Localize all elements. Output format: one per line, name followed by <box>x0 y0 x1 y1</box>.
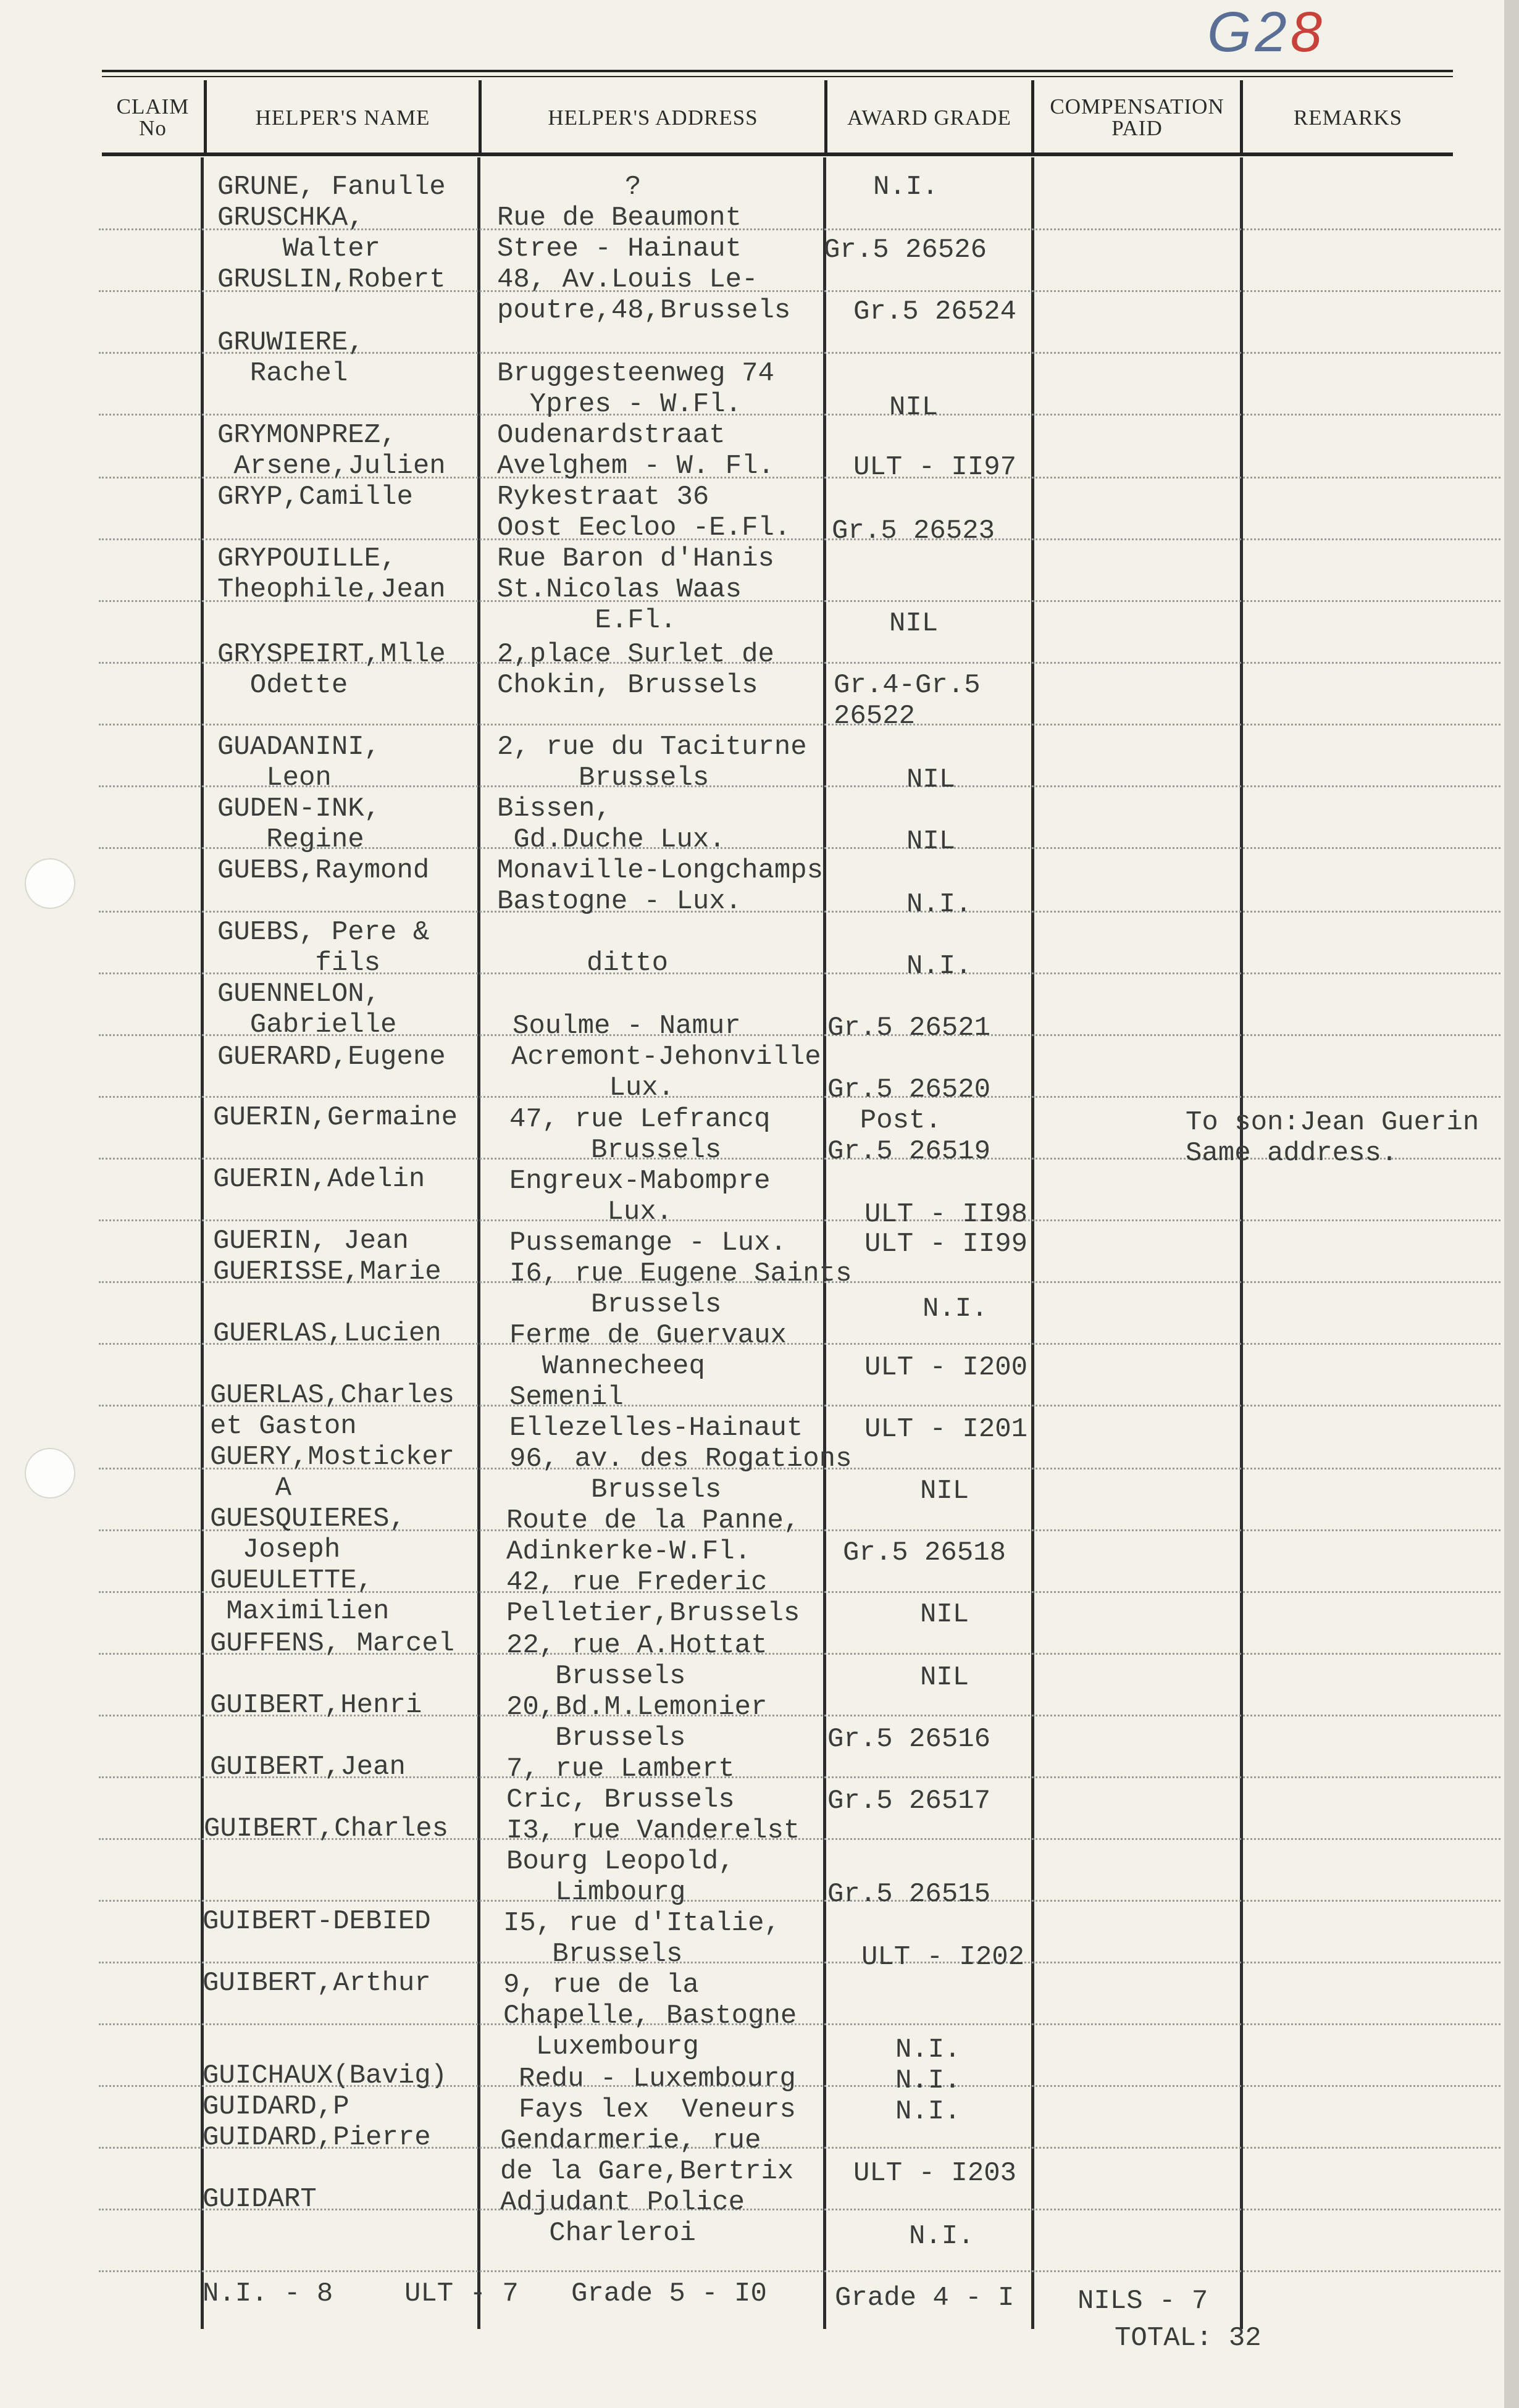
entry-grade: N.I. <box>909 2221 974 2252</box>
column-line <box>477 157 480 2329</box>
entry-grade: Gr.4-Gr.5 26522 <box>834 670 981 732</box>
top-rule <box>102 70 1453 72</box>
entry-address: Monaville-Longchamps Bastogne - Lux. <box>497 855 824 917</box>
entry-grade: NIL <box>920 1599 969 1630</box>
entry-name: GUERLAS,Lucien <box>213 1318 441 1349</box>
entry-grade: ULT - I203 <box>853 2158 1017 2189</box>
entry-address: Fays lex Veneurs <box>519 2094 796 2125</box>
entry-name: GUERISSE,Marie <box>213 1256 441 1287</box>
entry-address: I5, rue d'Italie, Brussels <box>503 1908 780 1970</box>
entry-address: Oudenardstraat Avelghem - W. Fl. <box>497 420 774 482</box>
summary-ni: N.I. - 8 <box>203 2278 333 2309</box>
entry-grade: Gr.5 26516 <box>827 1724 991 1755</box>
header-compensation-paid: COMPENSATION PAID <box>1050 94 1224 140</box>
entry-name: GRYP,Camille <box>217 482 413 512</box>
entry-grade: Post. Gr.5 26519 <box>827 1105 991 1167</box>
entry-name: GUEBS,Raymond <box>217 855 430 886</box>
page-edge <box>1504 0 1519 2408</box>
entry-name: GRUNE, Fanulle <box>217 172 446 203</box>
entry-name: GUIDARD,P <box>203 2091 349 2122</box>
entry-address: Bissen, Gd.Duche Lux. <box>497 793 726 855</box>
entry-grade: NIL <box>906 764 956 795</box>
column-line <box>823 157 826 2329</box>
entry-address: Redu - Luxembourg <box>519 2063 796 2094</box>
entry-grade: NIL <box>889 608 939 639</box>
entry-grade: ULT - II99 <box>864 1229 1028 1260</box>
summary-ult: ULT - 7 <box>404 2278 519 2309</box>
entry-grade: N.I. <box>906 889 972 920</box>
entry-name: GRUWIERE, Rachel <box>217 327 364 389</box>
entry-address: Acremont-Jehonville Lux. <box>511 1042 821 1103</box>
entry-name: GUIBERT,Jean <box>210 1752 406 1783</box>
punch-hole <box>25 1448 75 1499</box>
entry-name: GUERY,Mosticker A <box>210 1442 455 1503</box>
entry-address: 48, Av.Louis Le- poutre,48,Brussels <box>497 264 791 326</box>
row-line <box>99 1962 1500 1963</box>
entry-grade: Gr.5 26523 <box>832 516 995 546</box>
entry-grade: NIL <box>906 826 956 857</box>
entry-name: GUERIN,Adelin <box>213 1164 425 1195</box>
summary-grade4: Grade 4 - I <box>835 2283 1015 2314</box>
entry-address: I6, rue Eugene Saints Brussels <box>509 1258 852 1320</box>
entry-name: GUADANINI, Leon <box>217 732 381 793</box>
entry-address: Soulme - Namur <box>513 1011 741 1042</box>
column-line <box>1031 157 1034 2329</box>
header-helpers-name: HELPER'S NAME <box>255 105 430 130</box>
entry-name: GUIBERT,Henri <box>210 1690 422 1721</box>
punch-hole <box>25 858 75 909</box>
entry-grade: NIL <box>920 1662 969 1693</box>
entry-address: Route de la Panne, Adinkerke-W.Fl. <box>506 1505 800 1567</box>
entry-address: Gendarmerie, rue de la Gare,Bertrix <box>500 2125 794 2187</box>
entry-address: Semenil Ellezelles-Hainaut <box>509 1382 803 1444</box>
row-line <box>99 1219 1500 1221</box>
entry-name: GRUSLIN,Robert <box>217 264 446 295</box>
entry-grade: Gr.5 26517 <box>827 1786 991 1816</box>
entry-address: 20,Bd.M.Lemonier Brussels <box>506 1692 768 1754</box>
entry-grade: Gr.5 26520 <box>827 1074 991 1105</box>
entry-grade: Gr.5 26518 <box>843 1537 1006 1568</box>
header-award-grade: AWARD GRADE <box>847 105 1011 130</box>
entry-address: Rue de Beaumont Stree - Hainaut <box>497 203 742 264</box>
summary-nils: NILS - 7 <box>1078 2286 1208 2317</box>
entry-name: GUERIN, Jean <box>213 1226 409 1256</box>
entry-name: GUENNELON, Gabrielle <box>217 979 397 1040</box>
file-id-correction: 8 <box>1290 1 1326 64</box>
entry-name: GUESQUIERES, Joseph <box>210 1503 406 1565</box>
entry-address: Pussemange - Lux. <box>509 1227 787 1258</box>
row-line <box>99 414 1500 416</box>
entry-address: 47, rue Lefrancq Brussels <box>509 1104 771 1166</box>
row-line <box>99 724 1500 725</box>
entry-grade: N.I. <box>895 2065 961 2096</box>
summary-total: TOTAL: 32 <box>1115 2323 1262 2354</box>
entry-grade: Gr.5 26524 <box>853 296 1017 327</box>
row-line <box>99 538 1500 540</box>
entry-name: GUICHAUX(Bavig) <box>203 2060 448 2091</box>
entry-grade: ULT - I201 <box>864 1414 1028 1445</box>
entry-name: GUDEN-INK, Regine <box>217 793 381 855</box>
header-helpers-address: HELPER'S ADDRESS <box>548 105 758 130</box>
entry-address: 96, av. des Rogations Brussels <box>509 1444 852 1505</box>
header-remarks: REMARKS <box>1293 105 1403 130</box>
entry-grade: NIL <box>889 392 939 423</box>
entry-address: 7, rue Lambert Cric, Brussels <box>506 1754 735 1815</box>
entry-address: Engreux-Mabompre Lux. <box>509 1166 771 1227</box>
header-claim-no: CLAIM No <box>116 94 190 140</box>
entry-grade: ULT - I200 <box>864 1352 1028 1383</box>
entry-address: I3, rue Vanderelst Bourg Leopold, Limbourg <box>506 1815 800 1908</box>
entry-name: GRYSPEIRT,Mlle Odette <box>217 639 446 701</box>
column-line <box>1240 157 1243 2329</box>
entry-address: 2, rue du Taciturne Brussels <box>497 732 807 793</box>
entry-name: GUIDARD,Pierre <box>203 2122 431 2153</box>
entry-name: GRUSCHKA, Walter <box>217 203 381 264</box>
entry-name: GRYPOUILLE, Theophile,Jean <box>217 543 446 605</box>
entry-grade: ULT - II98 <box>864 1199 1028 1230</box>
entry-name: GUEBS, Pere & fils <box>217 917 430 979</box>
entry-grade: ULT - II97 <box>853 452 1017 483</box>
entry-address: Bruggesteenweg 74 Ypres - W.Fl. <box>497 358 774 420</box>
entry-name: GUIBERT,Charles <box>204 1813 449 1844</box>
header-bottom-rule <box>102 153 1453 156</box>
entry-address: 22, rue A.Hottat Brussels <box>506 1630 768 1692</box>
entry-address: Rykestraat 36 Oost Eecloo -E.Fl. <box>497 482 791 543</box>
corner-file-id <box>1207 0 1326 65</box>
entry-address: Adjudant Police Charleroi <box>500 2187 745 2249</box>
entry-name: GUFFENS, Marcel <box>210 1628 455 1659</box>
entry-address: 42, rue Frederic Pelletier,Brussels <box>506 1567 800 1629</box>
row-line <box>99 2023 1500 2025</box>
entry-name: GUERARD,Eugene <box>217 1042 446 1072</box>
entry-grade: Gr.5 26515 <box>827 1879 991 1910</box>
entry-grade: N.I. <box>895 2034 961 2065</box>
top-rule-thin <box>102 76 1453 77</box>
entry-remarks: To son:Jean Guerin Same address. <box>1186 1107 1479 1169</box>
entry-grade: NIL <box>920 1476 969 1507</box>
row-line <box>99 2270 1500 2272</box>
entry-grade: N.I. <box>906 951 972 982</box>
entry-grade: Gr.5 26521 <box>827 1013 991 1043</box>
entry-name: GUERLAS,Charles et Gaston <box>210 1380 455 1442</box>
entry-address: ? <box>625 172 642 203</box>
entry-name: GRYMONPREZ, Arsene,Julien <box>217 420 446 482</box>
entry-grade: Gr.5 26526 <box>824 235 987 265</box>
column-line <box>201 157 204 2329</box>
summary-grade5: Grade 5 - I0 <box>571 2278 767 2309</box>
entry-address: Ferme de Guervaux Wannecheeq <box>509 1320 787 1382</box>
entry-name: GUEULETTE, Maximilien <box>210 1565 390 1627</box>
entry-grade: N.I. <box>895 2096 961 2127</box>
file-id-text: G2 <box>1207 1 1291 64</box>
entry-grade: N.I. <box>873 172 939 203</box>
entry-address: ditto <box>587 948 669 979</box>
entry-address: Rue Baron d'Hanis St.Nicolas Waas E.Fl. <box>497 543 774 636</box>
entry-name: GUIBERT,Arthur <box>203 1968 431 1999</box>
entry-address: 2,place Surlet de Chokin, Brussels <box>497 639 774 701</box>
entry-name: GUIDART <box>203 2184 317 2215</box>
entry-grade: N.I. <box>923 1294 988 1324</box>
entry-name: GUERIN,Germaine <box>213 1102 458 1133</box>
entry-address: 9, rue de la Chapelle, Bastogne Luxembourg <box>503 1970 797 2062</box>
entry-grade: ULT - I202 <box>861 1942 1025 1973</box>
entry-name: GUIBERT-DEBIED <box>203 1906 431 1937</box>
